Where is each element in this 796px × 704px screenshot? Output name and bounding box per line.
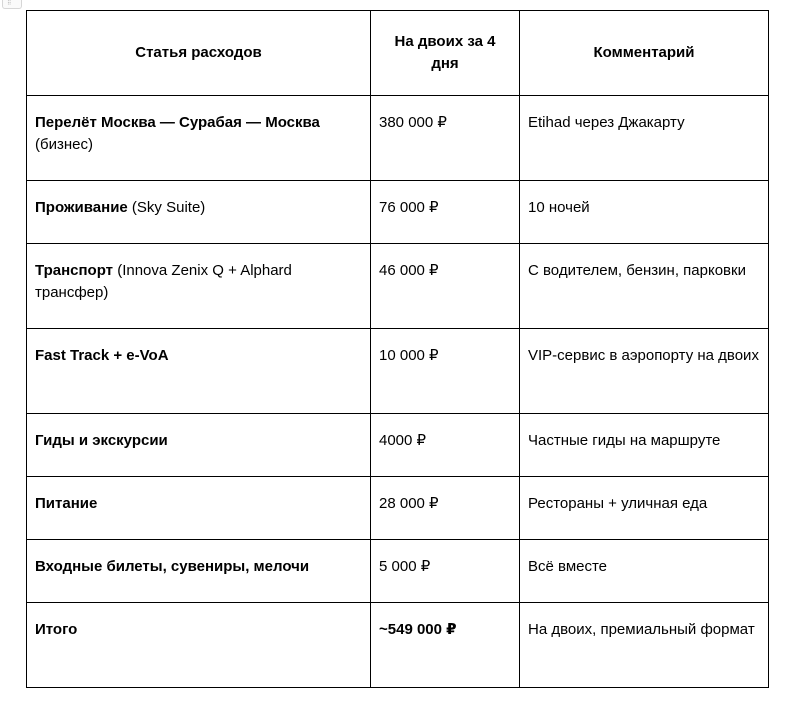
cell-item [27,96,371,181]
cell-comment: Частные гиды на маршруте [520,414,769,477]
expenses-table [26,10,769,688]
item-title: Гиды и экскурсии [35,432,168,449]
item-note: (бизнес) [35,136,93,153]
table-header-row [27,11,769,96]
cell-amount: 380 000 ₽ [371,96,520,181]
cell-item [27,414,371,477]
cell-comment: Рестораны + уличная еда [520,477,769,540]
cell-amount: 76 000 ₽ [371,181,520,244]
cell-item [27,181,371,244]
cell-comment: 10 ночей [520,181,769,244]
table-row-total [27,603,769,688]
cell-amount: 5 000 ₽ [371,540,520,603]
item-title: Питание [35,495,98,512]
cell-comment: С водителем, бензин, парковки [520,244,769,329]
header-amount: На двоих за 4 дня [371,11,520,96]
item-title: Fast Track + e-VoA [35,347,169,364]
cell-item [27,329,371,414]
cell-comment: Etihad через Джакарту [520,96,769,181]
table-row [27,414,769,477]
cell-amount: 10 000 ₽ [371,329,520,414]
cell-amount: 28 000 ₽ [371,477,520,540]
header-comment: Комментарий [520,11,769,96]
table-row [27,477,769,540]
cell-amount-total: ~549 000 ₽ [371,603,520,688]
cell-item [27,477,371,540]
item-note: (Innova Zenix Q + Alphard трансфер) [35,262,292,301]
item-title: Итого [35,621,78,638]
item-title: Входные билеты, сувениры, мелочи [35,558,310,575]
header-item: Статья расходов [27,11,371,96]
table-row [27,181,769,244]
cell-item [27,244,371,329]
cell-item [27,603,371,688]
item-title: Перелёт Москва — Сурабая — Москва [35,114,320,131]
drag-dots-icon: ⠿ [7,1,13,7]
cell-comment: Всё вместе [520,540,769,603]
item-title: Проживание [35,199,128,216]
cell-amount: 46 000 ₽ [371,244,520,329]
cell-comment: На двоих, премиальный формат [520,603,769,688]
cell-comment: VIP-сервис в аэропорту на двоих [520,329,769,414]
table-row [27,96,769,181]
cell-item [27,540,371,603]
item-note: (Sky Suite) [127,199,206,216]
table-row [27,244,769,329]
cell-amount: 4000 ₽ [371,414,520,477]
table-row [27,329,769,414]
item-title: Транспорт [35,262,114,279]
table-drag-handle[interactable] [2,0,22,9]
table-row [27,540,769,603]
